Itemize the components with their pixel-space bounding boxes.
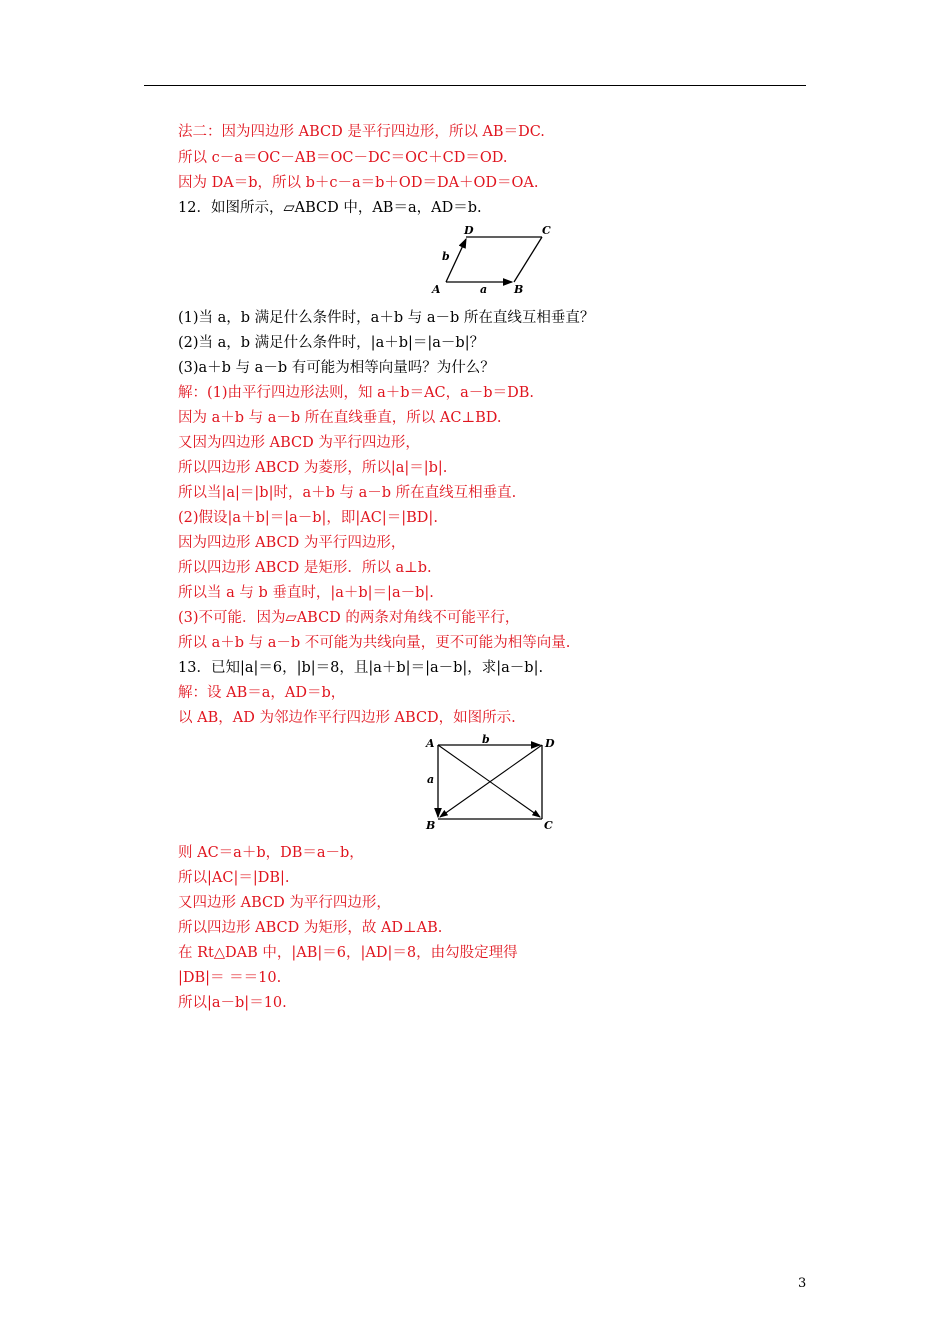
diagonal-db bbox=[440, 745, 542, 817]
solution-line: 所以当 a 与 b 垂直时，|a＋b|＝|a－b|. bbox=[178, 585, 434, 601]
solution-line: 所以|AC|＝|DB|. bbox=[178, 870, 290, 886]
label-d-point: D bbox=[464, 224, 474, 237]
solution-line: 所以当|a|＝|b|时，a＋b 与 a－b 所在直线互相垂直. bbox=[178, 485, 517, 501]
rectangle-figure bbox=[422, 733, 562, 833]
solution-line: (3)不可能．因为▱ABCD 的两条对角线不可能平行， bbox=[178, 610, 520, 626]
label-vector-a: a bbox=[427, 773, 435, 786]
label-a-point: A bbox=[432, 283, 441, 296]
label-vector-a: a bbox=[480, 283, 488, 296]
solution-line: 所以四边形 ABCD 是矩形．所以 a⊥b. bbox=[178, 560, 432, 576]
solution-line: 又因为四边形 ABCD 为平行四边形， bbox=[178, 435, 420, 451]
final-answer: 所以|a－b|＝10. bbox=[178, 995, 287, 1011]
text-line: 法二：因为四边形 ABCD 是平行四边形，所以 AB＝DC. bbox=[178, 124, 545, 140]
text-line: 所以 c－a＝OC－AB＝OC－DC＝OC＋CD＝OD. bbox=[178, 150, 508, 166]
problem-12-title: 12．如图所示，▱ABCD 中，AB＝a，AD＝b. bbox=[178, 200, 482, 216]
label-vector-b: b bbox=[482, 733, 490, 746]
solution-line: 因为四边形 ABCD 为平行四边形， bbox=[178, 535, 406, 551]
solution-line: 所以四边形 ABCD 为矩形，故 AD⊥AB. bbox=[178, 920, 443, 936]
side-cb bbox=[514, 237, 542, 282]
label-vector-b: b bbox=[442, 250, 450, 263]
solution-line: 又四边形 ABCD 为平行四边形， bbox=[178, 895, 391, 911]
parallelogram-figure bbox=[428, 222, 558, 298]
text-line: 因为 DA＝b，所以 b＋c－a＝b＋OD＝DA＋OD＝OA. bbox=[178, 175, 539, 191]
solution-line: (2)假设|a＋b|＝|a－b|，即|AC|＝|BD|. bbox=[178, 510, 438, 526]
page-number: 3 bbox=[798, 1276, 807, 1291]
problem-13-title: 13．已知|a|＝6，|b|＝8，且|a＋b|＝|a－b|，求|a－b|. bbox=[178, 660, 544, 676]
solution-line: 则 AC＝a＋b，DB＝a－b， bbox=[178, 845, 364, 861]
label-a-point: A bbox=[426, 737, 435, 750]
solution-line: 在 Rt△DAB 中，|AB|＝6，|AD|＝8，由勾股定理得 bbox=[178, 945, 518, 961]
question-1: (1)当 a，b 满足什么条件时，a＋b 与 a－b 所在直线互相垂直？ bbox=[178, 310, 595, 326]
label-b-point: B bbox=[426, 819, 436, 832]
label-b-point: B bbox=[514, 283, 524, 296]
label-d-point: D bbox=[545, 737, 555, 750]
label-c-point: C bbox=[544, 819, 553, 832]
solution-line: 解：(1)由平行四边形法则，知 a＋b＝AC，a－b＝DB. bbox=[178, 385, 534, 401]
solution-line: 以 AB，AD 为邻边作平行四边形 ABCD，如图所示. bbox=[178, 710, 516, 726]
question-3: (3)a＋b 与 a－b 有可能为相等向量吗？为什么？ bbox=[178, 360, 495, 376]
question-2: (2)当 a，b 满足什么条件时，|a＋b|＝|a－b|？ bbox=[178, 335, 485, 351]
solution-line: 解：设 AB＝a，AD＝b， bbox=[178, 685, 346, 701]
solution-line: 所以四边形 ABCD 为菱形，所以|a|＝|b|. bbox=[178, 460, 448, 476]
label-c-point: C bbox=[542, 224, 551, 237]
diagonal-ac bbox=[438, 745, 540, 817]
solution-line: |DB|＝ ＝＝10. bbox=[178, 970, 282, 986]
header-rule bbox=[144, 85, 806, 86]
solution-line: 所以 a＋b 与 a－b 不可能为共线向量，更不可能为相等向量. bbox=[178, 635, 571, 651]
solution-line: 因为 a＋b 与 a－b 所在直线垂直，所以 AC⊥BD. bbox=[178, 410, 502, 426]
